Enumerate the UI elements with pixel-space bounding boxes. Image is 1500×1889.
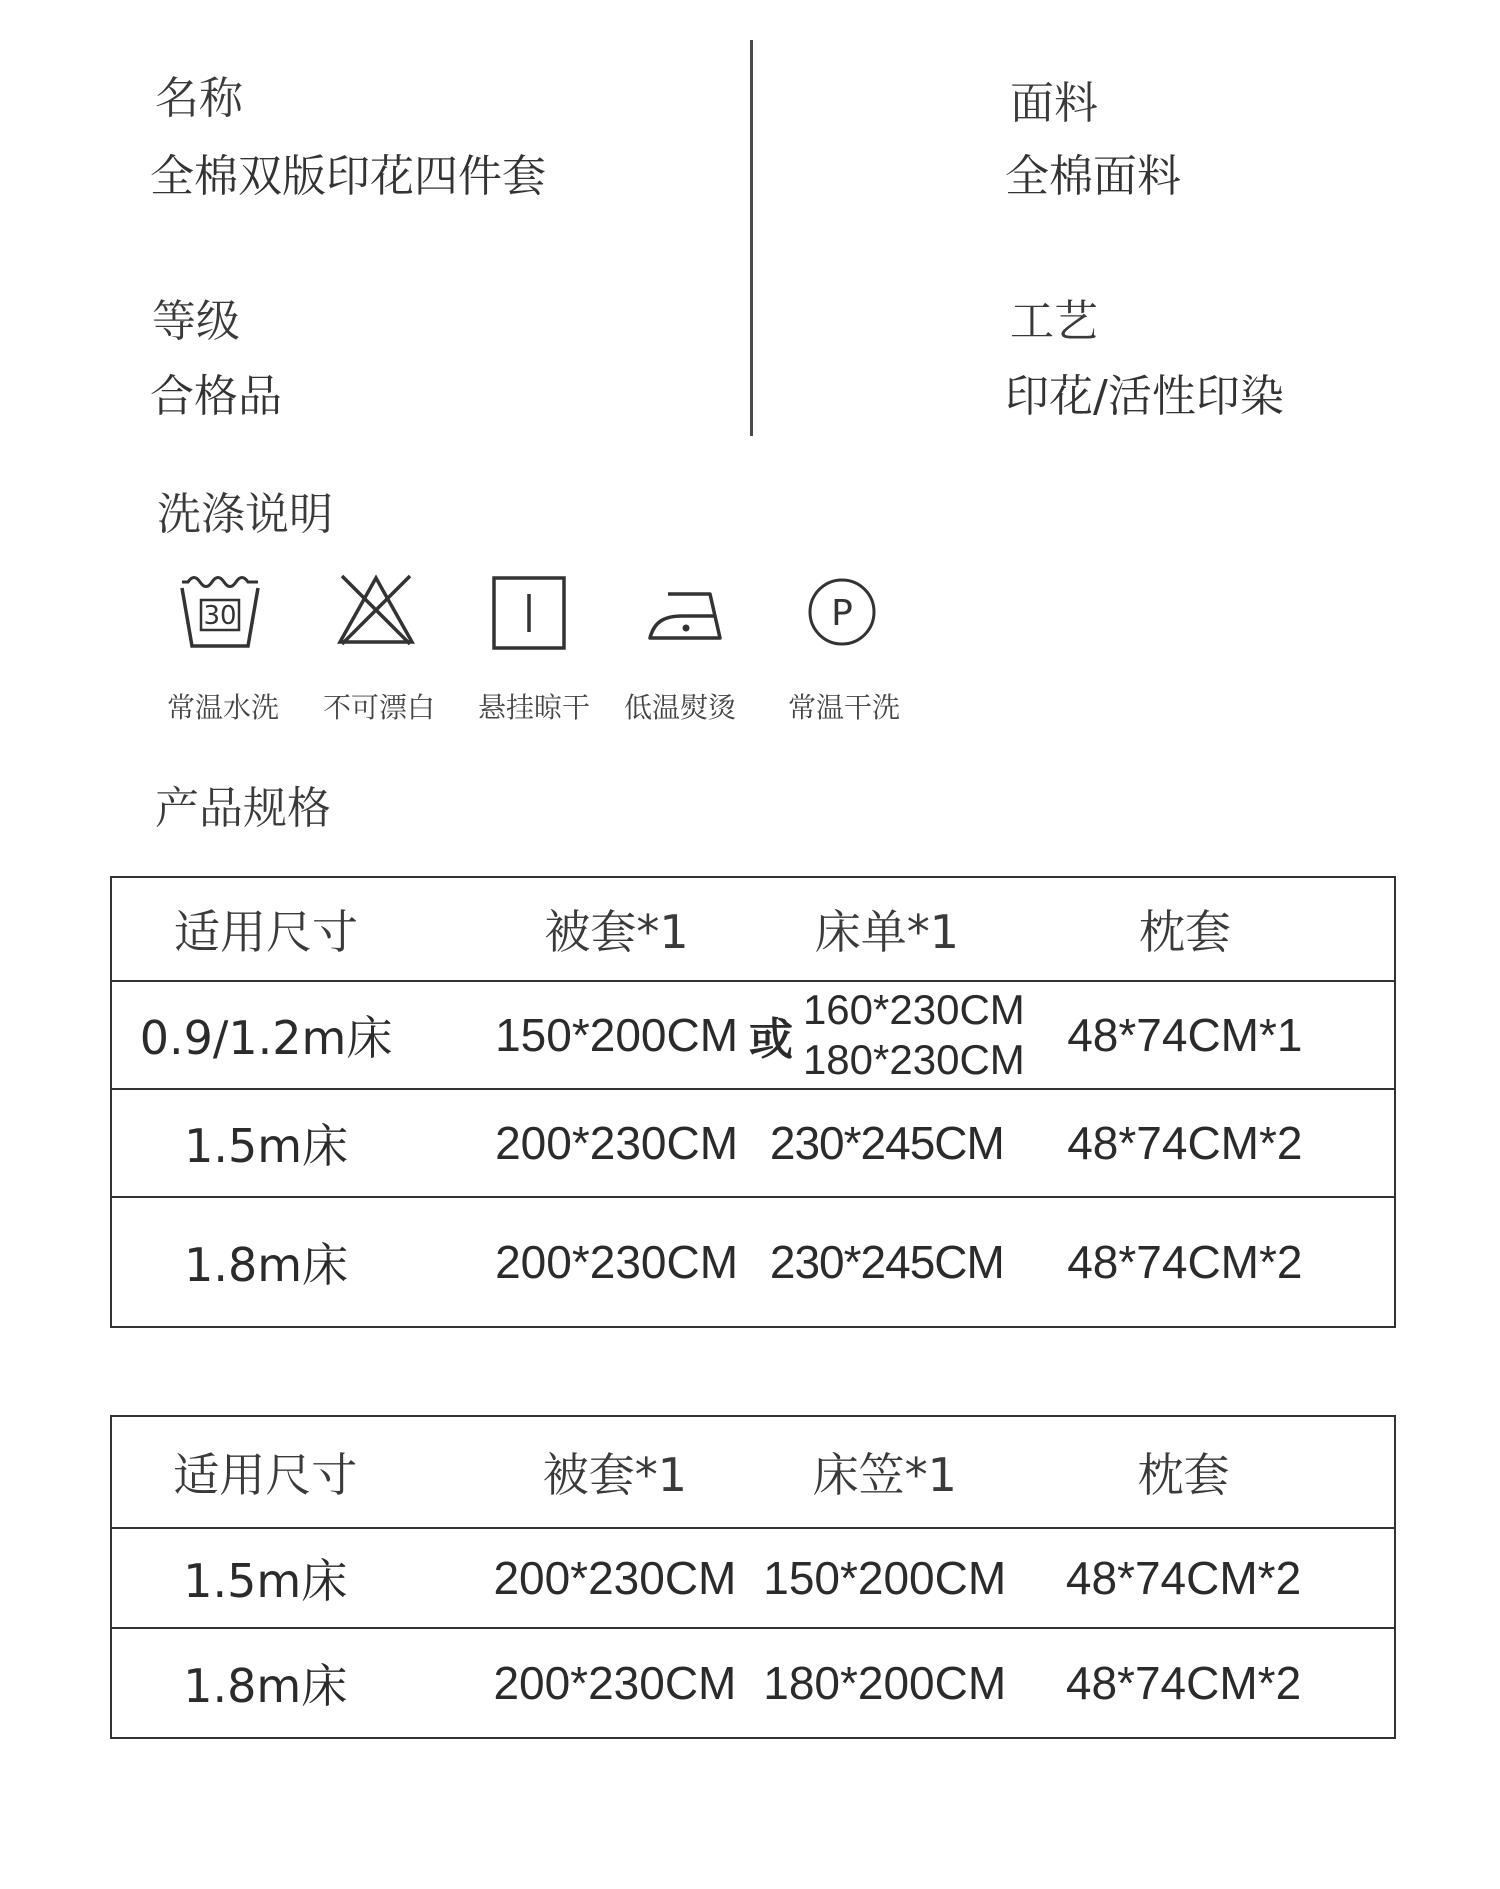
cell-duvet: 200*230CM: [495, 1089, 738, 1197]
cell-size: 1.8m床: [111, 1197, 495, 1327]
craft-value: 印花/活性印染: [1005, 371, 1284, 422]
cell-sheet: 230*245CM: [738, 1089, 1036, 1197]
or-word: 或: [748, 1014, 793, 1065]
spec-table-fitted: [110, 1415, 1396, 1739]
header-pillow: 枕套: [1137, 1448, 1230, 1502]
spec-table-sheet: [110, 876, 1396, 1328]
grade-label: 等级: [152, 296, 240, 347]
table-header-row: [111, 1416, 1395, 1528]
fabric-value: 全棉面料: [1005, 151, 1181, 202]
sheet-option-b: 180*230CM: [802, 1036, 1025, 1083]
wash-30-icon: [178, 572, 262, 656]
info-divider: [750, 40, 753, 436]
table-row: [111, 1528, 1395, 1628]
header-fitted-sheet: 床笠*1: [812, 1448, 957, 1502]
cell-pillow: 48*74CM*2: [1036, 1197, 1395, 1327]
sheet-option-a: 160*230CM: [802, 986, 1025, 1033]
svg-text:30: 30: [203, 601, 237, 631]
cell-size: 0.9/1.2m床: [111, 981, 495, 1089]
table-header-row: [111, 877, 1395, 981]
cell-pillow: 48*74CM*2: [1033, 1628, 1395, 1738]
cell-duvet: 200*230CM: [493, 1528, 736, 1628]
cell-size: 1.8m床: [111, 1628, 493, 1738]
craft-label: 工艺: [1010, 296, 1098, 347]
washing-title: 洗涤说明: [157, 489, 333, 540]
spec-title: 产品规格: [155, 783, 331, 834]
fabric-label: 面料: [1010, 78, 1098, 129]
cell-duvet: 150*200CM: [495, 981, 738, 1089]
header-size: 适用尺寸: [173, 1448, 358, 1502]
care-label-wash: 常温水洗: [166, 691, 279, 724]
cell-fitted-sheet: 180*200CM: [736, 1628, 1033, 1738]
name-value: 全棉双版印花四件套: [150, 151, 546, 202]
hang-dry-icon: [490, 574, 568, 652]
cell-sheet: 230*245CM: [738, 1197, 1036, 1327]
cell-duvet: 200*230CM: [495, 1197, 738, 1327]
care-label-iron: 低温熨烫: [623, 691, 736, 724]
cell-pillow: 48*74CM*1: [1036, 981, 1395, 1089]
care-label-hang-dry: 悬挂晾干: [477, 691, 590, 724]
grade-value: 合格品: [150, 371, 282, 422]
header-duvet: 被套*1: [542, 1448, 688, 1502]
header-pillow: 枕套: [1138, 905, 1231, 959]
table-row: [111, 1197, 1395, 1327]
no-bleach-icon: [334, 570, 418, 654]
table-row: [111, 1628, 1395, 1738]
header-sheet: 床单*1: [814, 905, 959, 959]
cell-pillow: 48*74CM*2: [1033, 1528, 1395, 1628]
care-label-no-bleach: 不可漂白: [322, 691, 435, 724]
low-iron-icon: [646, 586, 728, 646]
cell-size: 1.5m床: [111, 1089, 495, 1197]
care-label-dry-clean: 常温干洗: [787, 691, 900, 724]
header-duvet: 被套*1: [544, 905, 689, 959]
name-label: 名称: [155, 73, 243, 124]
cell-sheet: [738, 981, 1036, 1089]
header-size: 适用尺寸: [174, 905, 359, 959]
svg-text:P: P: [831, 593, 853, 634]
cell-fitted-sheet: 150*200CM: [736, 1528, 1033, 1628]
cell-pillow: 48*74CM*2: [1036, 1089, 1395, 1197]
cell-size: 1.5m床: [111, 1528, 493, 1628]
dry-clean-p-icon: [806, 576, 878, 648]
table-row: [111, 1089, 1395, 1197]
cell-duvet: 200*230CM: [493, 1628, 736, 1738]
table-row: [111, 981, 1395, 1089]
